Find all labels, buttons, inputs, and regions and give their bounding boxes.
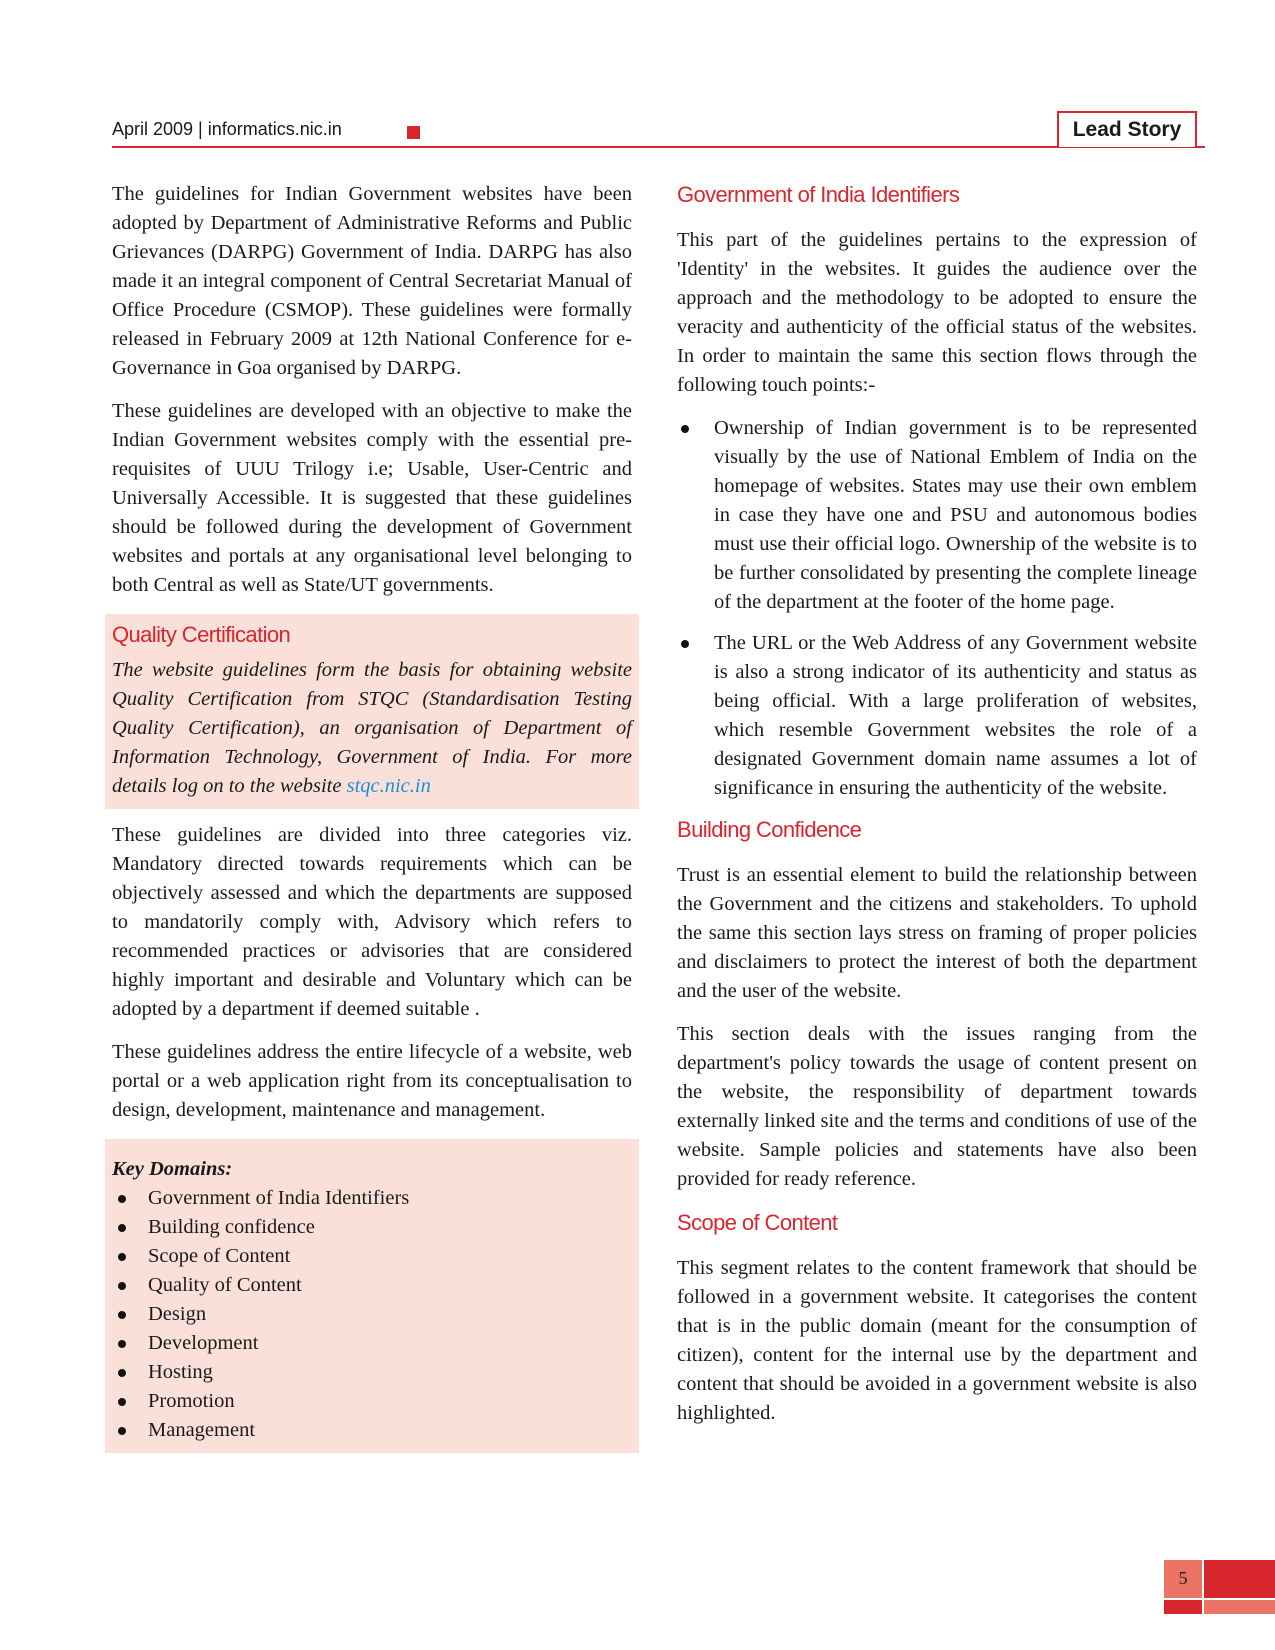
identifiers-bullets bbox=[677, 414, 1197, 803]
categories-paragraph: These guidelines are divided into three categories viz. Mandatory directed towards requirements which can be objectively assessed and which the departments are supposed to mandatorily comply with, Advisory which refers to recommended practices or advisories that are considered highly important and desirable and Voluntary which can be adopted by a department if deemed suitable . bbox=[112, 824, 632, 1020]
list-item: Management bbox=[112, 1416, 632, 1445]
building-confidence-heading: Building Confidence bbox=[677, 817, 862, 842]
quality-certification-text bbox=[112, 656, 632, 801]
stqc-link[interactable]: stqc.nic.in bbox=[346, 775, 431, 797]
quality-certification-body: The website guidelines form the basis for obtaining website Quality Certification from STQC (Standardisation Testing Quality Certification), an organisation of Department of Information Technology, Government of India. For more details log on to the website bbox=[112, 659, 632, 797]
header-info: April 2009 | informatics.nic.in bbox=[112, 119, 342, 139]
header-square-decoration bbox=[407, 126, 420, 139]
list-item: Quality of Content bbox=[112, 1271, 632, 1300]
left-column bbox=[112, 180, 632, 1465]
scope-paragraph: This segment relates to the content framework that should be followed in a government website. It categorises the content that is in the public domain (meant for the consumption of citizen), content for the internal use by the department and content that should be avoided in a government website is also highlighted. bbox=[677, 1257, 1197, 1424]
page-number: 5 bbox=[1164, 1560, 1202, 1598]
key-domains-box bbox=[105, 1139, 639, 1453]
list-item: Development bbox=[112, 1329, 632, 1358]
key-domains-title: Key Domains: bbox=[112, 1158, 233, 1180]
identifiers-heading: Government of India Identifiers bbox=[677, 182, 960, 207]
quality-certification-heading: Quality Certification bbox=[112, 622, 291, 647]
list-item: Government of India Identifiers bbox=[112, 1184, 632, 1213]
list-item: Ownership of Indian government is to be represented visually by the use of National Emblem of India on the homepage of websites. States may use their own emblem in case they have one and PSU and autonomous bodies must use their official logo. Ownership of the website is to be further consolidated by presenting the complete lineage of the department at the footer of the home page. bbox=[677, 414, 1197, 617]
policy-paragraph: This section deals with the issues ranging from the department's policy towards the usage of content present on the website, the responsibility of department towards externally linked site and the terms and conditions of use of the website. Sample policies and statements have also been provided for ready reference. bbox=[677, 1023, 1197, 1190]
identifiers-paragraph: This part of the guidelines pertains to the expression of 'Identity' in the websites. It guides the audience over the approach and the methodology to be adopted to ensure the veracity and authenticity of the official status of the websites. In order to maintain the same this section flows through the following touch points:- bbox=[677, 229, 1197, 396]
section-label: Lead Story bbox=[1057, 111, 1197, 147]
objective-paragraph: These guidelines are developed with an objective to make the Indian Government websites comply with the essential pre-requisites of UUU Trilogy i.e; Usable, User-Centric and Universally Accessible. It is suggested that these guidelines should be followed during the development of Government websites and portals at any organisational level belonging to both Central as well as State/UT governments. bbox=[112, 400, 632, 596]
trust-paragraph: Trust is an essential element to build the relationship between the Government and the citizens and stakeholders. To uphold the same this section lays stress on framing of proper policies and disclaimers to protect the interest of both the department and the user of the website. bbox=[677, 864, 1197, 1002]
list-item: The URL or the Web Address of any Government website is also a strong indicator of its authenticity and status as being official. With a large proliferation of websites, which resemble Government websites the role of a designated Government domain name assumes a lot of significance in ensuring the authenticity of the website. bbox=[677, 629, 1197, 803]
scope-of-content-heading: Scope of Content bbox=[677, 1210, 838, 1235]
list-item: Design bbox=[112, 1300, 632, 1329]
lifecycle-paragraph: These guidelines address the entire lifecycle of a website, web portal or a web application right from its conceptualisation to design, development, maintenance and management. bbox=[112, 1041, 632, 1121]
right-column bbox=[677, 180, 1197, 1442]
footer-block-top-right bbox=[1204, 1560, 1275, 1598]
list-item: Hosting bbox=[112, 1358, 632, 1387]
list-item: Scope of Content bbox=[112, 1242, 632, 1271]
list-item: Building confidence bbox=[112, 1213, 632, 1242]
list-item: Promotion bbox=[112, 1387, 632, 1416]
intro-paragraph: The guidelines for Indian Government websites have been adopted by Department of Administrative Reforms and Public Grievances (DARPG) Government of India. DARPG has also made it an integral component of Central Secretariat Manual of Office Procedure (CSMOP). These guidelines were formally released in February 2009 at 12th National Conference for e-Governance in Goa organised by DARPG. bbox=[112, 183, 632, 379]
header-rule bbox=[112, 146, 1205, 148]
key-domains-list bbox=[112, 1184, 632, 1445]
footer-block-bottom-right bbox=[1204, 1600, 1275, 1614]
quality-certification-box bbox=[105, 614, 639, 809]
footer-block-bottom-left bbox=[1164, 1600, 1202, 1614]
